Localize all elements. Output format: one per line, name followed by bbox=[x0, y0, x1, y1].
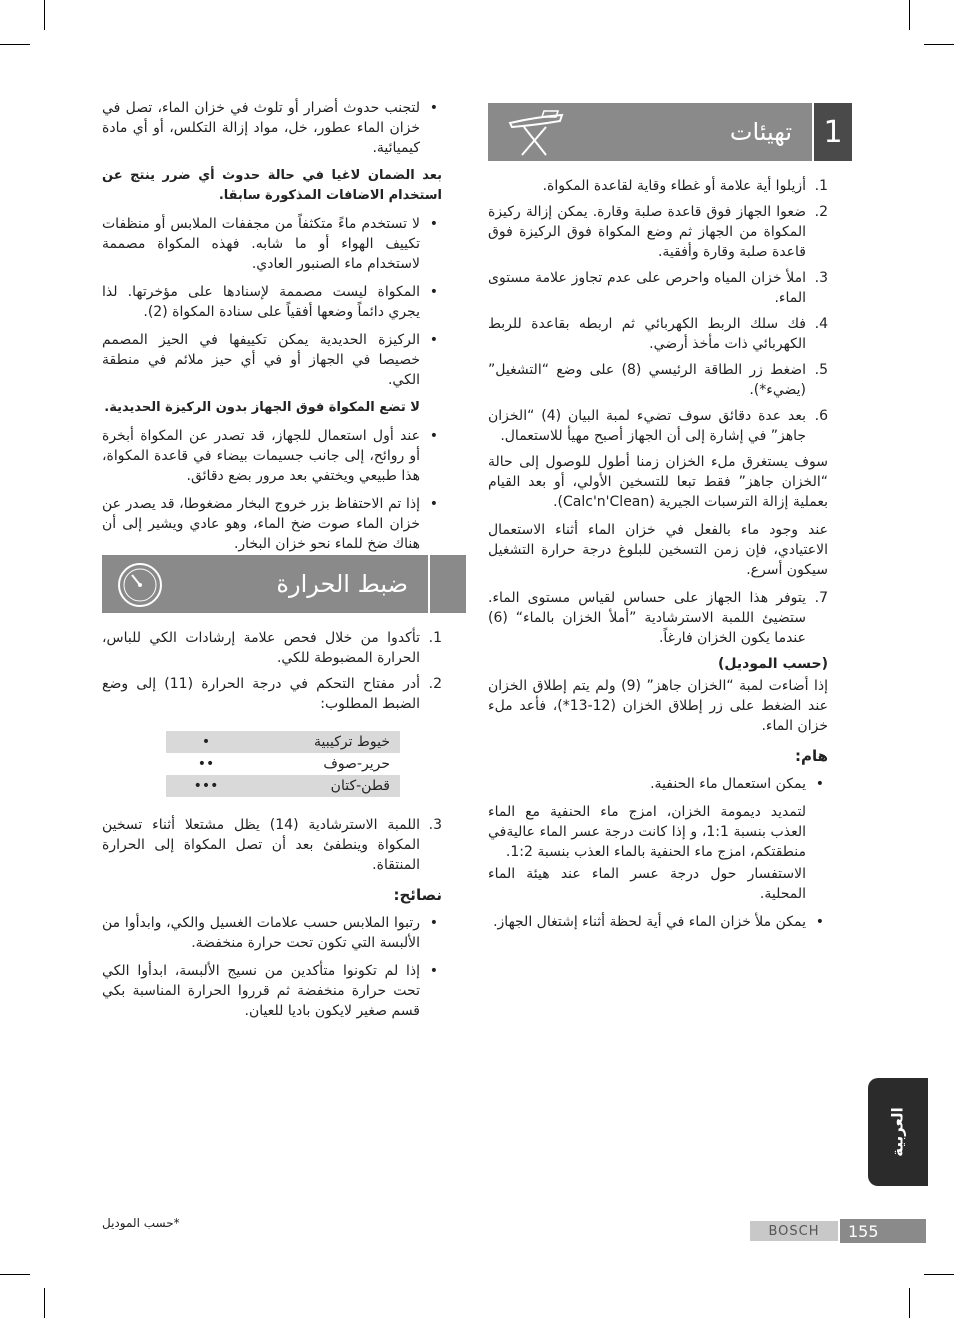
page-number: 155 bbox=[840, 1219, 926, 1243]
crop-mark bbox=[909, 0, 910, 30]
list-item: • رتبوا الملابس حسب علامات الغسيل والكي، وابدأوا من الألبسة التي تكون تحت حرارة منخفضة. bbox=[102, 915, 438, 951]
left-column-tips bbox=[102, 815, 442, 1029]
section-title: ضبط الحرارة bbox=[276, 570, 408, 598]
list-item: • يمكن ملأ خزان الماء في أية لحظة أثناء إشتغال الجهاز. bbox=[493, 914, 824, 930]
section-number: 1 bbox=[814, 103, 852, 161]
model-note-title: (حسب الموديل) bbox=[718, 656, 828, 672]
list-item: • الركيزة الحديدية يمكن تكييفها في الحيز المصمم خصيصا في الجهاز أو في أي حيز ملائم في منطقة الكي. bbox=[102, 332, 438, 388]
list-item: 7. يتوفر هذا الجهاز على حساس لقياس مستوى الماء. ستضيئ اللمبة الاسترشادية ”أملأ الخزان بالماء“ (6) عندما يكون الخزان فارغاً. bbox=[488, 590, 828, 646]
list-item: • إذا تم الاحتفاظ بزر خروج البخار مضغوطا، قد يصدر عن خزان الماء صوت ضخ الماء، وهو عادي ويشير إلى أن هناك ضخ للماء نحو خزان البخار. bbox=[102, 496, 438, 552]
list-item: 3. اللمبة الاسترشادية (14) يظل مشتعلا أثناء تسخين المكواة وينطفئ بعد أن تصل المكواة إلى الحرارة المنتقاة. bbox=[102, 817, 442, 873]
important-heading: هام: bbox=[794, 747, 828, 765]
left-column-bottom bbox=[102, 628, 442, 720]
fabric-settings-table bbox=[166, 731, 400, 797]
section-title: تهيئات bbox=[729, 118, 792, 146]
section-header-preparation bbox=[488, 103, 852, 161]
table-row: قطن-كتان ••• bbox=[166, 775, 400, 797]
ironing-board-icon bbox=[506, 109, 566, 157]
list-item: • لا تستخدم ماءً متكثفاً من مجففات الملابس أو منظفات تكييف الهواء أو ما شابه. فهذه المكواة مصممة لاستخدام ماء الصنبور العادي. bbox=[102, 216, 438, 272]
list-item: 4. فك سلك الربط الكهربائي ثم اربطه بقاعدة للربط الكهربائي ذات مأخذ أرضي. bbox=[488, 316, 828, 352]
crop-mark bbox=[924, 1274, 954, 1275]
list-item: الاستفسار حول درجة عسر الماء عند هيئة الماء المحلية. bbox=[488, 866, 806, 902]
table-row: خيوط تركيبية • bbox=[166, 731, 400, 753]
left-column-top bbox=[102, 98, 442, 562]
paragraph: سوف يستغرق ملء الخزان زمنا أطول للوصول إلى حالة “الخزان جاهز” فقط تبعا للتسخين الأولي، أو بعد القيام بعملية إزالة الترسبات الجيرية (Calc'n'Clean). bbox=[488, 454, 828, 510]
list-item: • إذا لم تكونوا متأكدين من نسيج الألبسة، ابدأوا الكي تحت حرارة منخفضة ثم قرروا الحرارة المناسبة بكي قسم صغير لايكون باديا للعيان. bbox=[102, 963, 438, 1019]
language-label: العربية bbox=[889, 1107, 907, 1157]
list-item: • لتجنب حدوث أضرار أو تلوث في خزان الماء، تصل في خزان الماء عطور، خل، مواد إزالة التكلس، أو أي مادة كيميائية. bbox=[102, 100, 438, 156]
list-item: 2. أدر مفتاح التحكم في درجة الحرارة (11) إلى وضع الضبط المطلوب: bbox=[102, 676, 442, 712]
model-note: إذا أضاءت لمبة “الخزان جاهز” (9) ولم يتم إطلاق الخزان عند الضغط على زر إطلاق الخزان (12-13*)، فأعد ملء خزان الماء. bbox=[488, 678, 828, 734]
right-column bbox=[488, 176, 828, 940]
crop-mark bbox=[44, 1288, 45, 1318]
crop-mark bbox=[0, 44, 30, 45]
list-item: • يمكن استعمال ماء الحنفية. bbox=[650, 776, 824, 792]
paragraph: عند وجود ماء بالفعل في خزان الماء أثناء الاستعمال الاعتيادي، فإن زمن التسخين للبلوغ درجة حرارة التشغيل سيكون أسرع. bbox=[488, 522, 828, 578]
language-tab bbox=[868, 1078, 928, 1186]
warranty-note: بعد الضمان لاغيا في حالة حدوث أي ضرر ينتج عن استخدام الاضافات المذكورة سابقا. bbox=[102, 168, 442, 203]
list-item: 1. أزيلوا أية علامة أو غطاء وقاية لقاعدة المكواة. bbox=[542, 178, 828, 194]
table-row: حرير-صوف •• bbox=[197, 756, 390, 772]
list-item: • عند أول استعمال للجهاز، قد تصدر عن المكواة أبخرة أو روائح، إلى جانب جسيمات بيضاء في قاعدة المكواة، هذا طبيعي ويختفي بعد مرور بضع دقائق. bbox=[102, 428, 438, 484]
footnote: *حسب الموديل bbox=[102, 1216, 180, 1230]
crop-mark bbox=[44, 0, 45, 30]
list-item: 6. بعد عدة دقائق سوف تضيء لمبة البيان (4) “الخزان جاهز” في إشارة إلى أن الجهاز أصبح مهيأ للاستعمال. bbox=[488, 408, 828, 444]
list-item: 3. املأ خزان المياه واحرص على عدم تجاوز علامة مستوى الماء. bbox=[488, 270, 828, 306]
list-item: 1. تأكدوا من خلال فحص علامة إرشادات الكي للباس، الحرارة المضبوطة للكي. bbox=[102, 630, 442, 666]
list-item: 5. اضغط زر الطاقة الرئيسي (8) على وضع “التشغيل” (يضيء*). bbox=[488, 362, 828, 398]
list-item: • المكواة ليست مصممة لإسنادها على مؤخرتها. لذا يجري دائماً وضعها أفقياً على سنادة المكواة (2). bbox=[102, 284, 438, 320]
crop-mark bbox=[909, 1288, 910, 1318]
tips-heading: نصائح: bbox=[393, 886, 442, 904]
section-header-temperature bbox=[102, 555, 466, 613]
brand-badge: BOSCH bbox=[750, 1221, 838, 1241]
temperature-dial-icon bbox=[110, 561, 170, 609]
warning-note: لا تضع المكواة فوق الجهاز بدون الركيزة الحديدية. bbox=[104, 400, 420, 415]
crop-mark bbox=[0, 1274, 30, 1275]
list-item: لتمديد ديمومة الخزان، امزج ماء الحنفية مع الماء العذب بنسبة 1:1، و إذا كانت درجة عسر الماء عاليةفي منطقتكم، امزج ماء الحنفية بالماء العذب بنسبة 1:2. bbox=[488, 804, 806, 860]
list-item: 2. ضعوا الجهاز فوق قاعدة صلبة وقارة. يمكن إزالة ركيزة المكواة من الجهاز ثم وضع المكواة فوق الركيزة فوق قاعدة صلبة وقارة وأفقية. bbox=[488, 204, 828, 260]
crop-mark bbox=[924, 44, 954, 45]
